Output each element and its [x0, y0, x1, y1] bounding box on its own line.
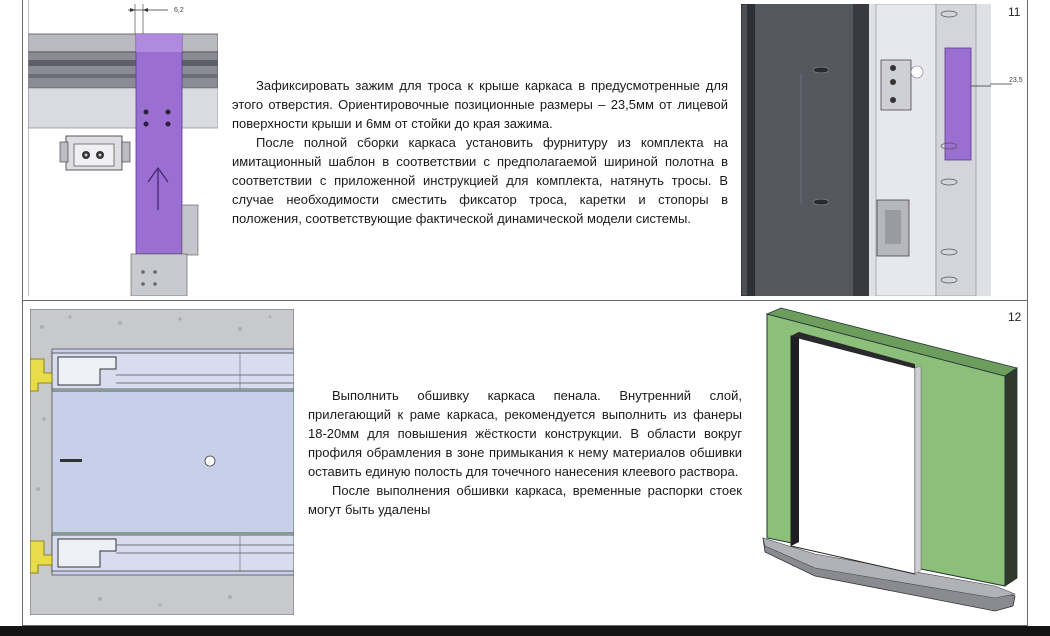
page-number-11: 11	[1008, 5, 1021, 19]
section-11-paragraph-2: После полной сборки каркаса установить фурнитуру из комплекта на имитационный шаблон в соответствии с предполагаемой шириной полотна в соответствии с приложенной инструкцией для комплекта, натянуть тросы. В случае необходимости сместить фиксатор троса, каретки и стопоры в положения, соответствующие фактической динамической модели системы.	[232, 135, 728, 226]
bottom-bar	[0, 626, 1050, 636]
section-11-text	[232, 76, 728, 228]
section-12-paragraph-2: После выполнения обшивки каркаса, временные распорки стоек могут быть удалены	[308, 483, 742, 517]
page-number-12: 12	[1008, 310, 1022, 324]
figure-frame-side-view	[741, 4, 991, 296]
section-11-paragraph-1: Зафиксировать зажим для троса к крыше каркаса в предусмотренные для этого отверстия. Ориентировочные позиционные размеры – 23,5мм от лицевой поверхности крыши и 6мм от стойки до края зажима.	[232, 78, 728, 131]
dimension-23-5	[990, 74, 1026, 94]
dimension-label-6-2: 6,2	[174, 7, 184, 14]
section-12-text	[308, 386, 742, 519]
dimension-label-23-5: 23,5	[1009, 77, 1023, 84]
figure-cladding-section	[30, 309, 294, 615]
section-divider	[23, 300, 1027, 301]
figure-green-frame	[755, 306, 1025, 618]
figure-clamp-top-view	[28, 0, 218, 296]
section-12-paragraph-1: Выполнить обшивку каркаса пенала. Внутренний слой, прилегающий к раме каркаса, рекомендуется выполнить из фанеры 18-20мм для повышения жёсткости конструкции. В области вокруг профиля обрамления в зоне примыкания к нему материалов обшивки оставить единую полость для точечного нанесения клеевого раствора.	[308, 388, 742, 479]
